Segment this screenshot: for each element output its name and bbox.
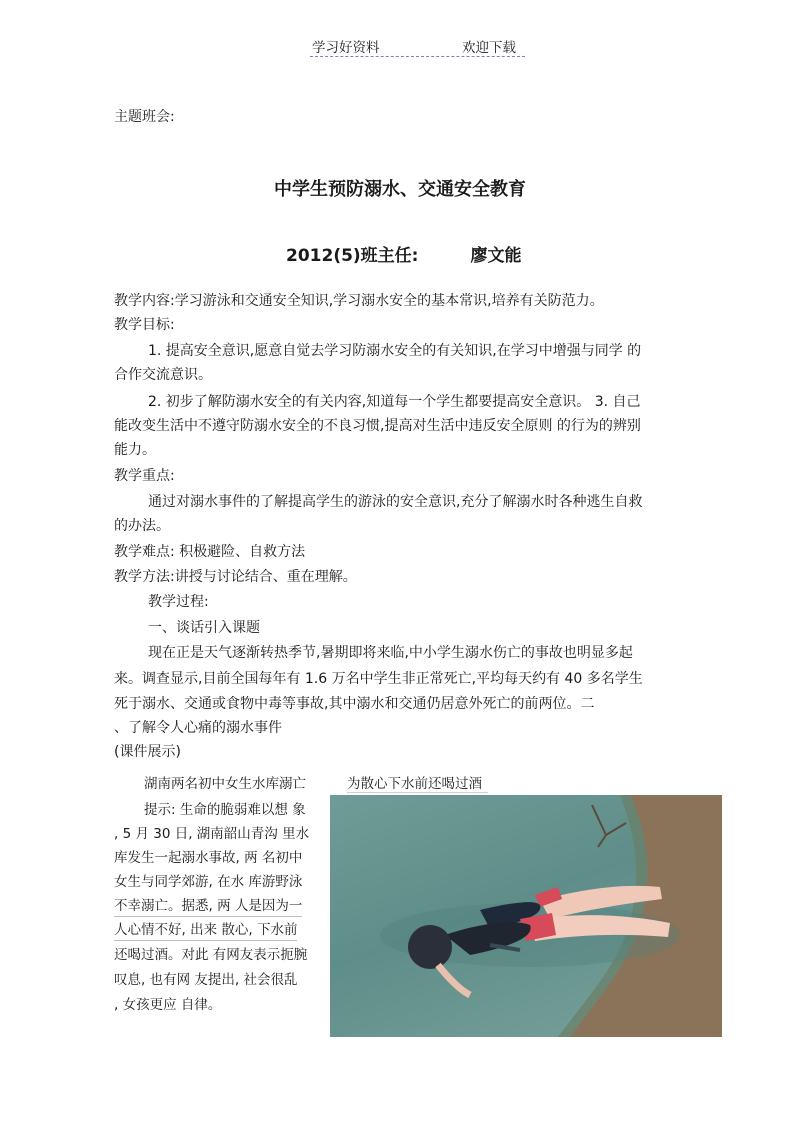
news-photo <box>330 795 722 1037</box>
courseware-note: (课件展示) <box>114 744 181 760</box>
news-line-5: 不幸溺亡。据悉, 两 人是因为一 <box>114 896 302 917</box>
news-headline-right: 为散心下水前还喝过酒 <box>347 772 488 793</box>
goal-1-line-1: 1. 提高安全意识,愿意自觉去学习防溺水安全的有关知识,在学习中增强与同学 的 <box>148 343 642 359</box>
news-line-2: , 5 月 30 日, 湖南韶山青沟 里水 <box>114 826 310 842</box>
key-points-line-1: 通过对溺水事件的了解提高学生的游泳的安全意识,充分了解溺水时各种逃生自救 <box>148 494 643 510</box>
news-line-9: , 女孩更应 自律。 <box>114 997 222 1013</box>
page-header <box>310 36 525 57</box>
news-headline-left: 湖南两名初中女生水库溺亡 <box>144 776 306 792</box>
header-right-text: 欢迎下载 <box>462 40 516 56</box>
teacher-name: 廖文能 <box>470 246 522 266</box>
key-points-line-2: 的办法。 <box>114 518 170 534</box>
section-1-heading: 一、谈话引入课题 <box>148 620 260 636</box>
goal-2-line-1: 2. 初步了解防溺水安全的有关内容,知道每一个学生都要提高安全意识。 3. 自己 <box>148 394 641 410</box>
news-photo-illustration <box>330 795 722 1037</box>
goal-2-line-2: 能改变生活中不遵守防溺水安全的不良习惯,提高对生活中违反安全原则 的行为的辨别 <box>114 418 641 434</box>
header-left-text: 学习好资料 <box>312 40 380 56</box>
news-line-6: 人心情不好, 出来 散心, 下水前 <box>114 920 297 941</box>
difficulties-line: 教学难点: 积极避险、自救方法 <box>114 544 306 560</box>
key-points-heading: 教学重点: <box>114 468 175 484</box>
teaching-process-heading: 教学过程: <box>148 594 209 610</box>
document-title: 中学生预防溺水、交通安全教育 <box>274 179 526 200</box>
news-line-7: 还喝过酒。对此 有网友表示扼腕 <box>114 947 308 963</box>
paragraph-line-1: 现在正是天气逐渐转热季节,暑期即将来临,中小学生溺水伤亡的事故也明显多起 <box>148 645 633 661</box>
paragraph-line-3: 死于溺水、交通或食物中毒等事故,其中溺水和交通仍居意外死亡的前两位。二 <box>114 696 595 712</box>
intro-label: 主题班会: <box>114 109 175 125</box>
class-teacher-label: 2012(5)班主任: <box>286 246 419 266</box>
goal-2-line-3: 能力。 <box>114 442 156 458</box>
goal-1-line-2: 合作交流意识。 <box>114 367 212 383</box>
section-2-heading: 、了解令人心痛的溺水事件 <box>114 720 282 736</box>
paragraph-line-2: 来。调查显示,目前全国每年有 1.6 万名中学生非正常死亡,平均每天约有 40 多名学生 <box>114 671 643 687</box>
teaching-content: 教学内容:学习游泳和交通安全知识,学习溺水安全的基本常识,培养有关防范力。 <box>114 293 604 309</box>
news-line-4: 女生与同学郊游, 在水 库游野泳 <box>114 874 303 890</box>
news-line-1: 提示: 生命的脆弱难以想 象 <box>144 802 306 818</box>
news-line-8: 叹息, 也有网 友提出, 社会很乱 <box>114 972 298 988</box>
news-line-3: 库发生一起溺水事故, 两 名初中 <box>114 850 303 866</box>
subtitle <box>286 241 521 266</box>
teaching-goals-heading: 教学目标: <box>114 317 175 333</box>
teaching-method-line: 教学方法:讲授与讨论结合、重在理解。 <box>114 569 357 585</box>
